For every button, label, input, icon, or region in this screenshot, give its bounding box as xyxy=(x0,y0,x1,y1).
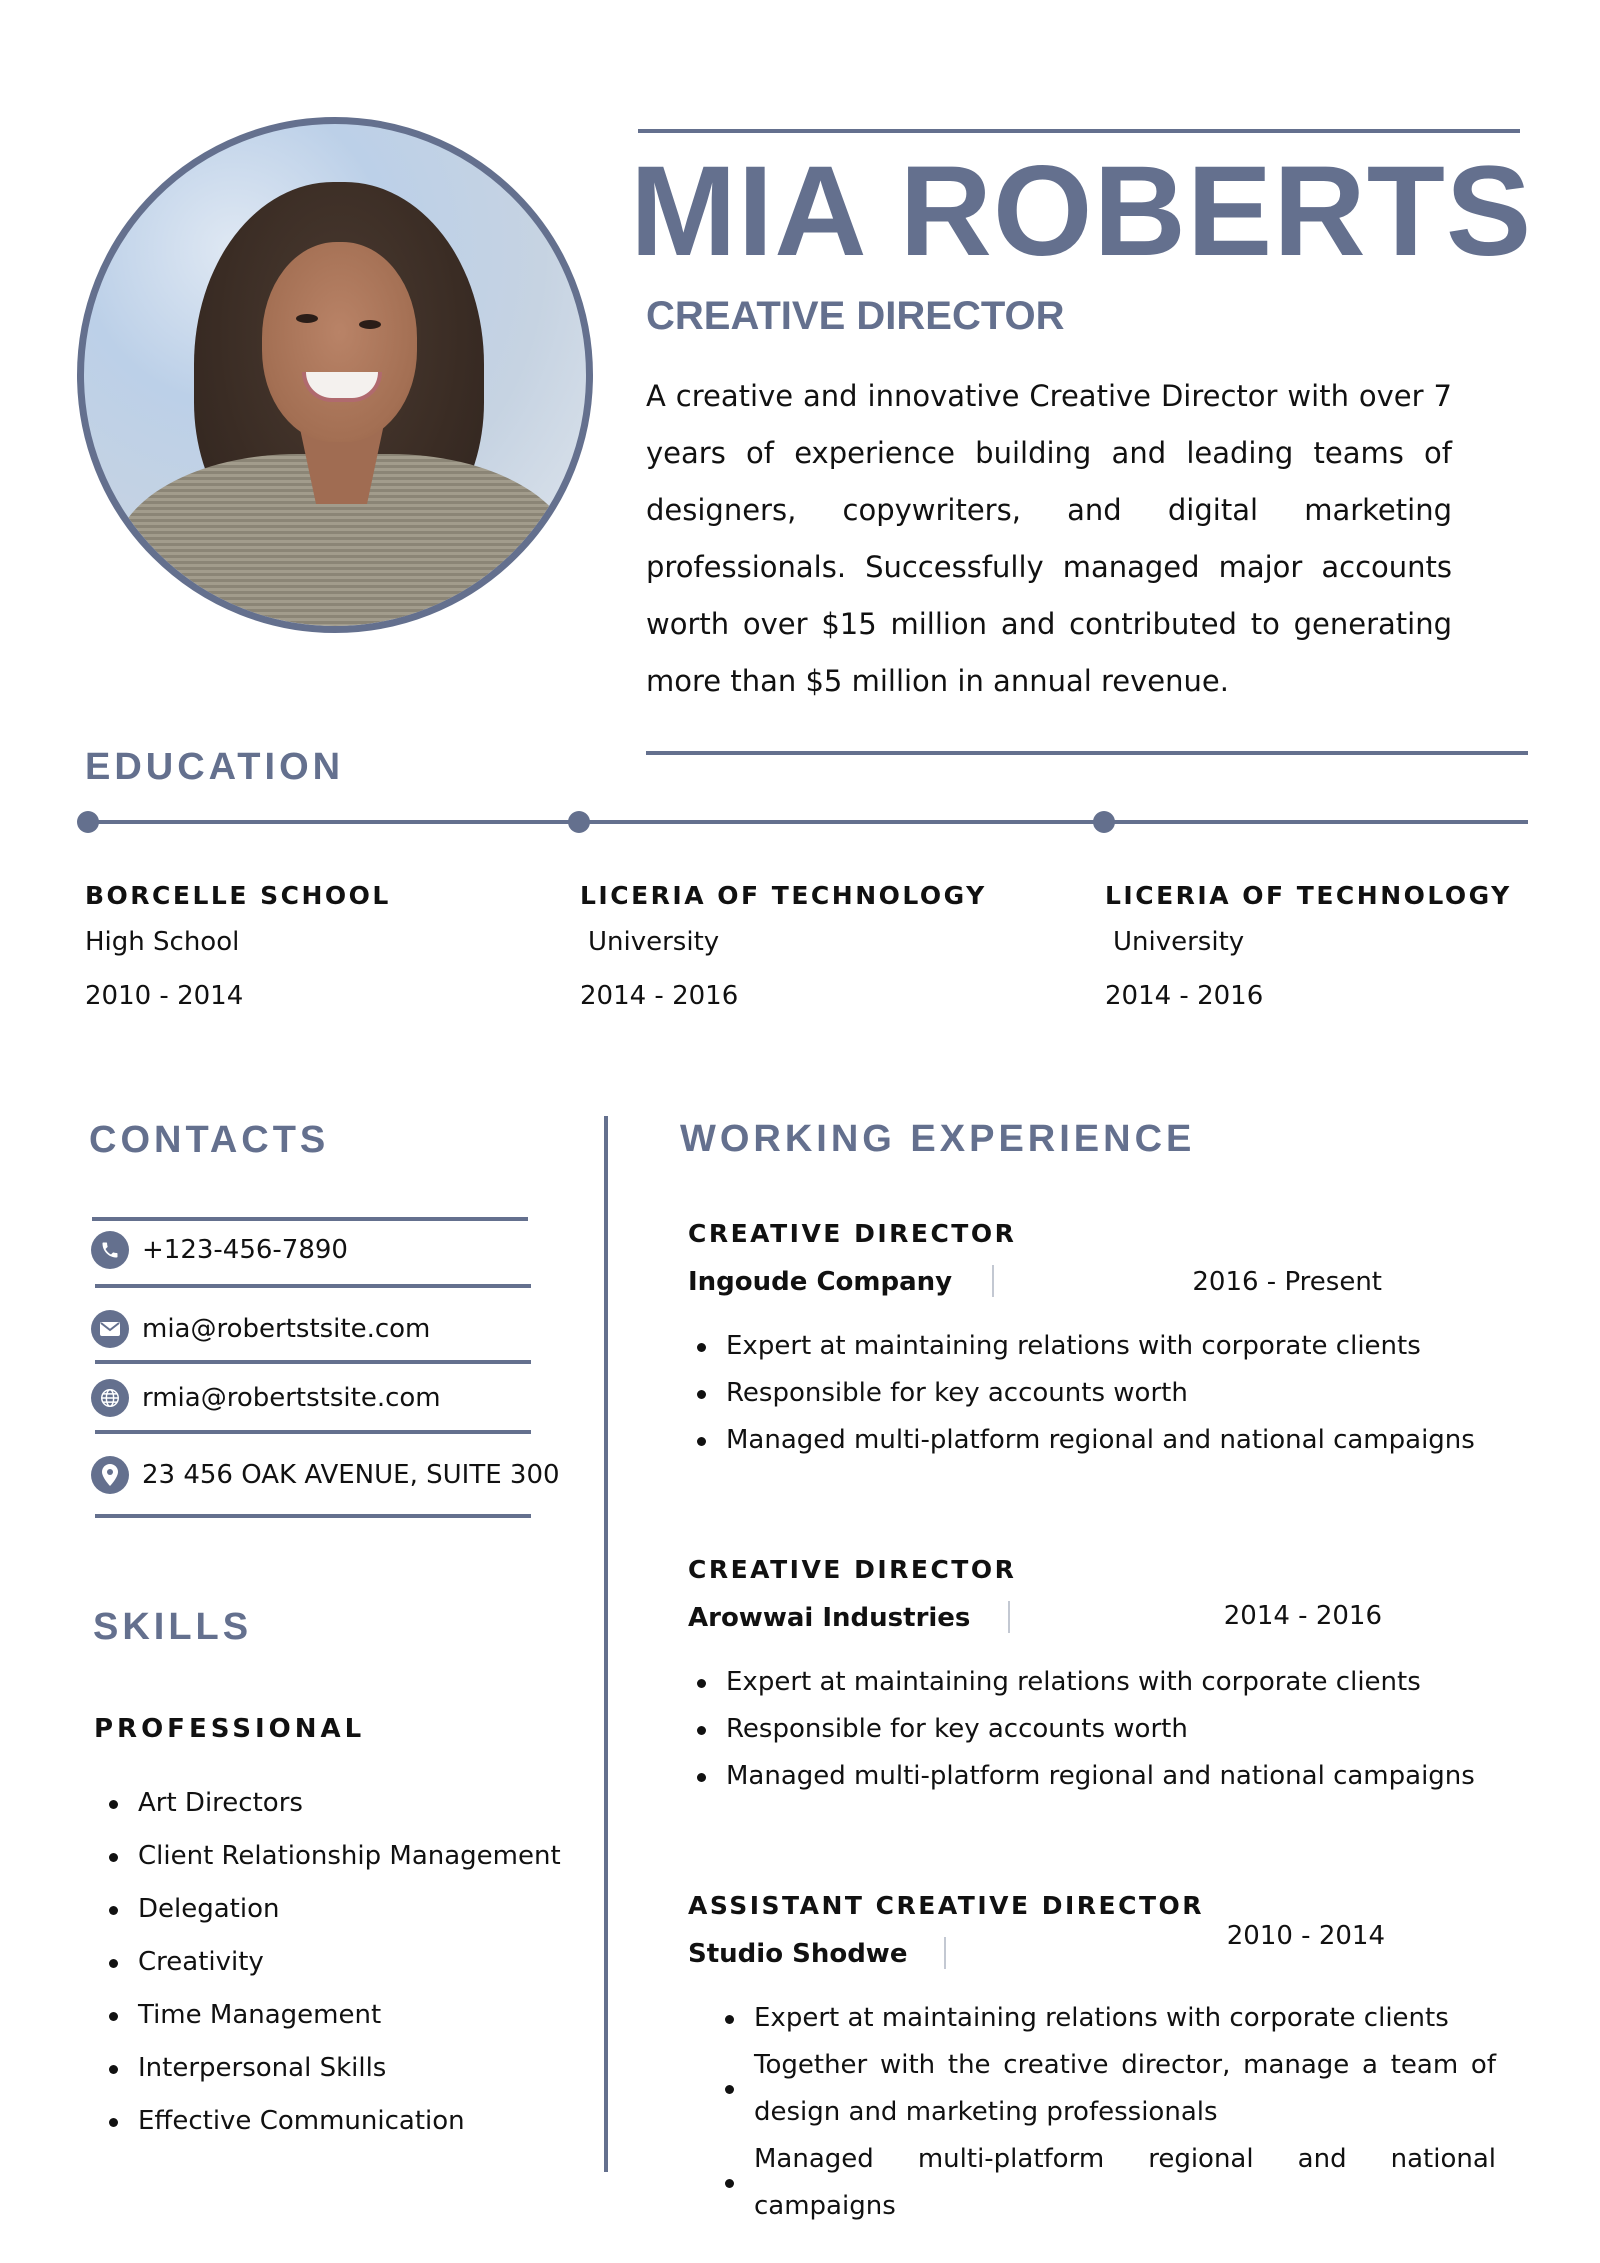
education-level: University xyxy=(588,927,720,957)
education-item xyxy=(580,880,1020,1012)
profile-summary: A creative and innovative Creative Director with over 7 years of experience building and leading teams of designers, copywriters, and digital marketing professionals. Successfully managed major accounts worth over $15 million and contributed to generating more than $5 million in annual revenue. xyxy=(646,379,1452,698)
contact-address-text: 23 456 OAK AVENUE, SUITE 300 xyxy=(142,1460,560,1490)
contact-phone[interactable] xyxy=(91,1230,531,1270)
job-years: 2016 - Present xyxy=(1192,1267,1382,1297)
skill-item: Delegation xyxy=(100,1883,561,1936)
column-divider xyxy=(604,1116,608,2172)
education-item xyxy=(85,880,525,1012)
education-timeline xyxy=(88,820,1528,824)
job-title: ASSISTANT CREATIVE DIRECTOR xyxy=(688,1891,1205,1920)
header-top-rule xyxy=(638,129,1520,133)
education-school: BORCELLE SCHOOL xyxy=(85,881,391,910)
job-bullets xyxy=(716,1995,1496,2230)
contact-divider xyxy=(95,1514,531,1518)
contact-website[interactable] xyxy=(91,1378,531,1418)
contact-website-text: rmia@robertstsite.com xyxy=(142,1383,441,1413)
job-entry xyxy=(688,1891,1496,2221)
education-level: University xyxy=(1113,927,1245,957)
contact-email[interactable] xyxy=(91,1309,531,1349)
contact-email-text: mia@robertstsite.com xyxy=(142,1314,431,1344)
job-bullet: Expert at maintaining relations with corporate clients xyxy=(688,1323,1475,1370)
contact-phone-text: +123-456-7890 xyxy=(142,1235,348,1265)
mail-icon xyxy=(91,1310,129,1348)
education-years: 2010 - 2014 xyxy=(85,981,244,1011)
contact-address[interactable] xyxy=(91,1455,560,1495)
job-bullet: Expert at maintaining relations with corporate clients xyxy=(716,1995,1496,2042)
job-bullets xyxy=(688,1659,1475,1800)
skills-subheading: PROFESSIONAL xyxy=(94,1714,366,1744)
skill-item: Art Directors xyxy=(100,1777,561,1830)
job-bullet: Together with the creative director, manage a team of design and marketing professionals xyxy=(716,2042,1496,2136)
candidate-role: CREATIVE DIRECTOR xyxy=(646,294,1065,338)
timeline-dot-2 xyxy=(568,811,590,833)
contact-divider xyxy=(95,1430,531,1434)
skill-item: Effective Communication xyxy=(100,2095,561,2148)
location-pin-icon xyxy=(91,1456,129,1494)
job-title: CREATIVE DIRECTOR xyxy=(688,1219,1017,1248)
photo-eye-left xyxy=(296,314,318,323)
job-bullet: Managed multi-platform regional and national campaigns xyxy=(716,2136,1496,2230)
skill-item: Interpersonal Skills xyxy=(100,2042,561,2095)
job-title: CREATIVE DIRECTOR xyxy=(688,1555,1017,1584)
job-company: Ingoude Company xyxy=(688,1267,953,1297)
education-years: 2014 - 2016 xyxy=(1105,981,1264,1011)
candidate-name: MIA ROBERTS xyxy=(630,140,1533,283)
job-bullet: Expert at maintaining relations with corporate clients xyxy=(688,1659,1475,1706)
job-entry xyxy=(688,1557,1488,1797)
header-bottom-rule xyxy=(646,751,1528,755)
timeline-dot-1 xyxy=(77,811,99,833)
job-bullet: Responsible for key accounts worth xyxy=(688,1706,1475,1753)
job-company: Arowwai Industries xyxy=(688,1603,971,1633)
education-school: LICERIA OF TECHNOLOGY xyxy=(580,881,987,910)
job-separator xyxy=(1008,1601,1010,1633)
education-heading: EDUCATION xyxy=(85,746,345,788)
skill-item: Creativity xyxy=(100,1936,561,1989)
job-bullet: Managed multi-platform regional and national campaigns xyxy=(688,1753,1475,1800)
job-bullets xyxy=(688,1323,1475,1464)
contacts-heading: CONTACTS xyxy=(89,1119,330,1161)
contact-divider xyxy=(95,1360,531,1364)
timeline-dot-3 xyxy=(1093,811,1115,833)
experience-heading: WORKING EXPERIENCE xyxy=(680,1118,1196,1160)
skills-heading: SKILLS xyxy=(93,1606,253,1648)
profile-photo xyxy=(77,117,593,633)
job-bullet: Responsible for key accounts worth xyxy=(688,1370,1475,1417)
job-bullet: Managed multi-platform regional and national campaigns xyxy=(688,1417,1475,1464)
job-years: 2014 - 2016 xyxy=(1223,1601,1382,1631)
job-separator xyxy=(992,1265,994,1297)
skills-list xyxy=(100,1777,561,2148)
education-item xyxy=(1105,880,1545,1012)
job-years: 2010 - 2014 xyxy=(1226,1921,1385,1951)
job-entry xyxy=(688,1221,1488,1461)
contact-divider xyxy=(95,1284,531,1288)
education-school: LICERIA OF TECHNOLOGY xyxy=(1105,881,1512,910)
photo-eye-right xyxy=(359,320,381,329)
education-years: 2014 - 2016 xyxy=(580,981,739,1011)
job-separator xyxy=(944,1937,946,1969)
job-company: Studio Shodwe xyxy=(688,1939,908,1969)
education-level: High School xyxy=(85,927,240,957)
photo-face xyxy=(262,242,417,442)
phone-icon xyxy=(91,1231,129,1269)
skill-item: Client Relationship Management xyxy=(100,1830,561,1883)
skill-item: Time Management xyxy=(100,1989,561,2042)
globe-icon xyxy=(91,1379,129,1417)
contact-divider xyxy=(92,1217,528,1221)
